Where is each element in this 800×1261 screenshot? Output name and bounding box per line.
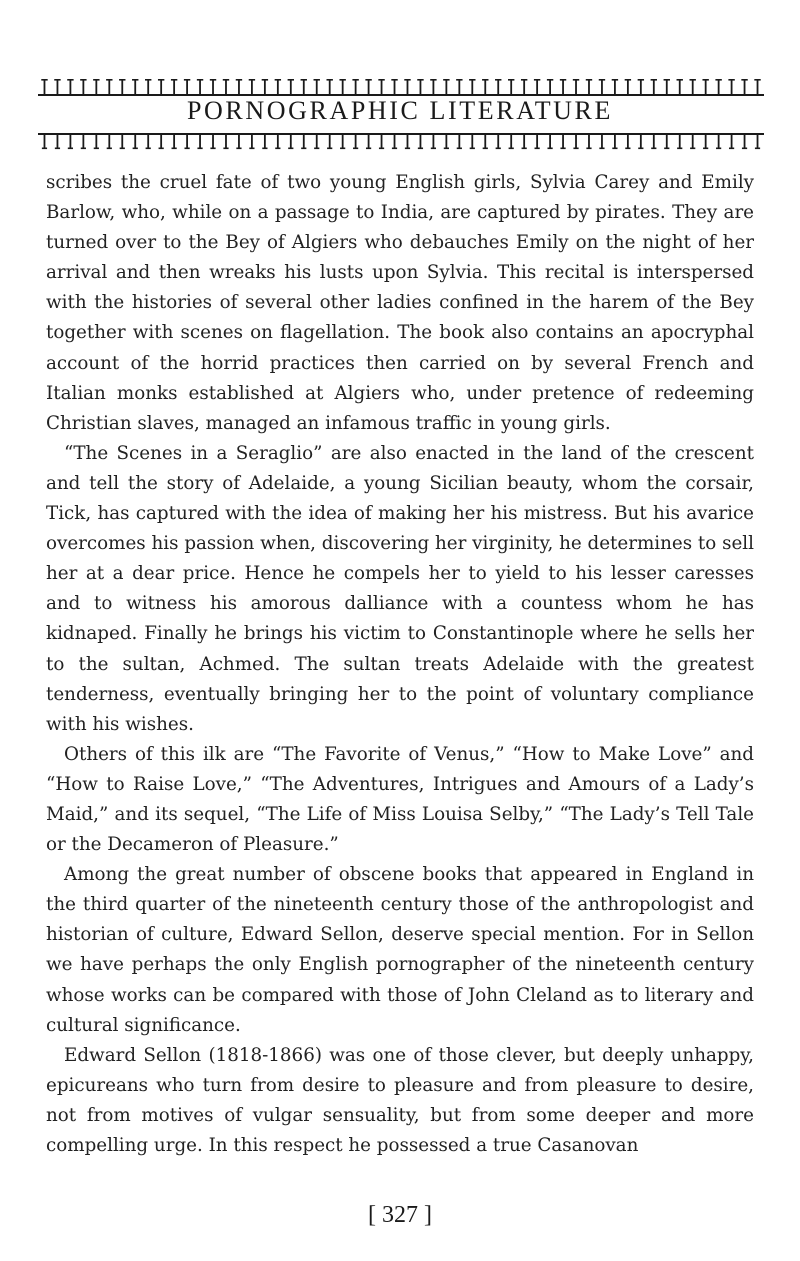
page-number: [ 327 ] <box>368 1202 432 1228</box>
body-text <box>46 168 754 1161</box>
paragraph: Edward Sellon (1818-1866) was one of those clever, but deeply unhappy, epicureans who turn from desire to pleasure and from pleasure to desire, not from motives of vulgar sensuality, but from some deeper and more compelling urge. In this respect he possessed a true Casanovan <box>46 1044 754 1156</box>
ornament-border-bottom <box>38 131 764 153</box>
paragraph: Among the great number of obscene books that appeared in England in the third quarter of the nineteenth century those of the anthropologist and historian of culture, Edward Sellon, deserve special mention. For in Sellon we have perhaps the only English pornographer of the nineteenth century whose works can be compared with those of John Cleland as to literary and cultural significance. <box>46 864 754 1036</box>
paragraph: Others of this ilk are “The Favorite of Venus,” “How to Make Love” and “How to Raise Love,” “The Adventures, Intrigues and Amours of a Lady’s Maid,” and its sequel, “The Life of Miss Louisa Selby,” “The Lady’s Tell Tale or the Decameron of Pleasure.” <box>46 743 754 856</box>
running-head: PORNOGRAPHIC LITERATURE <box>187 96 613 125</box>
paragraph-continued: scribes the cruel fate of two young English girls, Sylvia Carey and Emily Barlow, who, while on a passage to India, are captured by pirates. They are turned over to the Bey of Algiers who debauches Emily on the night of her arrival and then wreaks his lusts upon Sylvia. This recital is interspersed with the histories of several other ladies confined in the harem of the Bey together with scenes on flagellation. The book also contains an apocryphal account of the horrid practices then carried on by several French and Italian monks established at Algiers who, under pretence of redeeming Christian slaves, managed an infamous traffic in young girls. <box>46 172 754 434</box>
paragraph: “The Scenes in a Seraglio” are also enacted in the land of the crescent and tell the story of Adelaide, a young Sicilian beauty, whom the corsair, Tick, has captured with the idea of making her his mistress. But his avarice overcomes his passion when, discovering her virginity, he determines to sell her at a dear price. Hence he compels her to yield to his lesser caresses and to witness his amorous dalliance with a countess whom he has kidnaped. Finally he brings his victim to Constantinople where he sells her to the sultan, Achmed. The sultan treats Adelaide with the greatest tenderness, eventually bringing her to the point of voluntary compliance with his wishes. <box>46 442 754 735</box>
ornament-border-top <box>38 76 764 98</box>
